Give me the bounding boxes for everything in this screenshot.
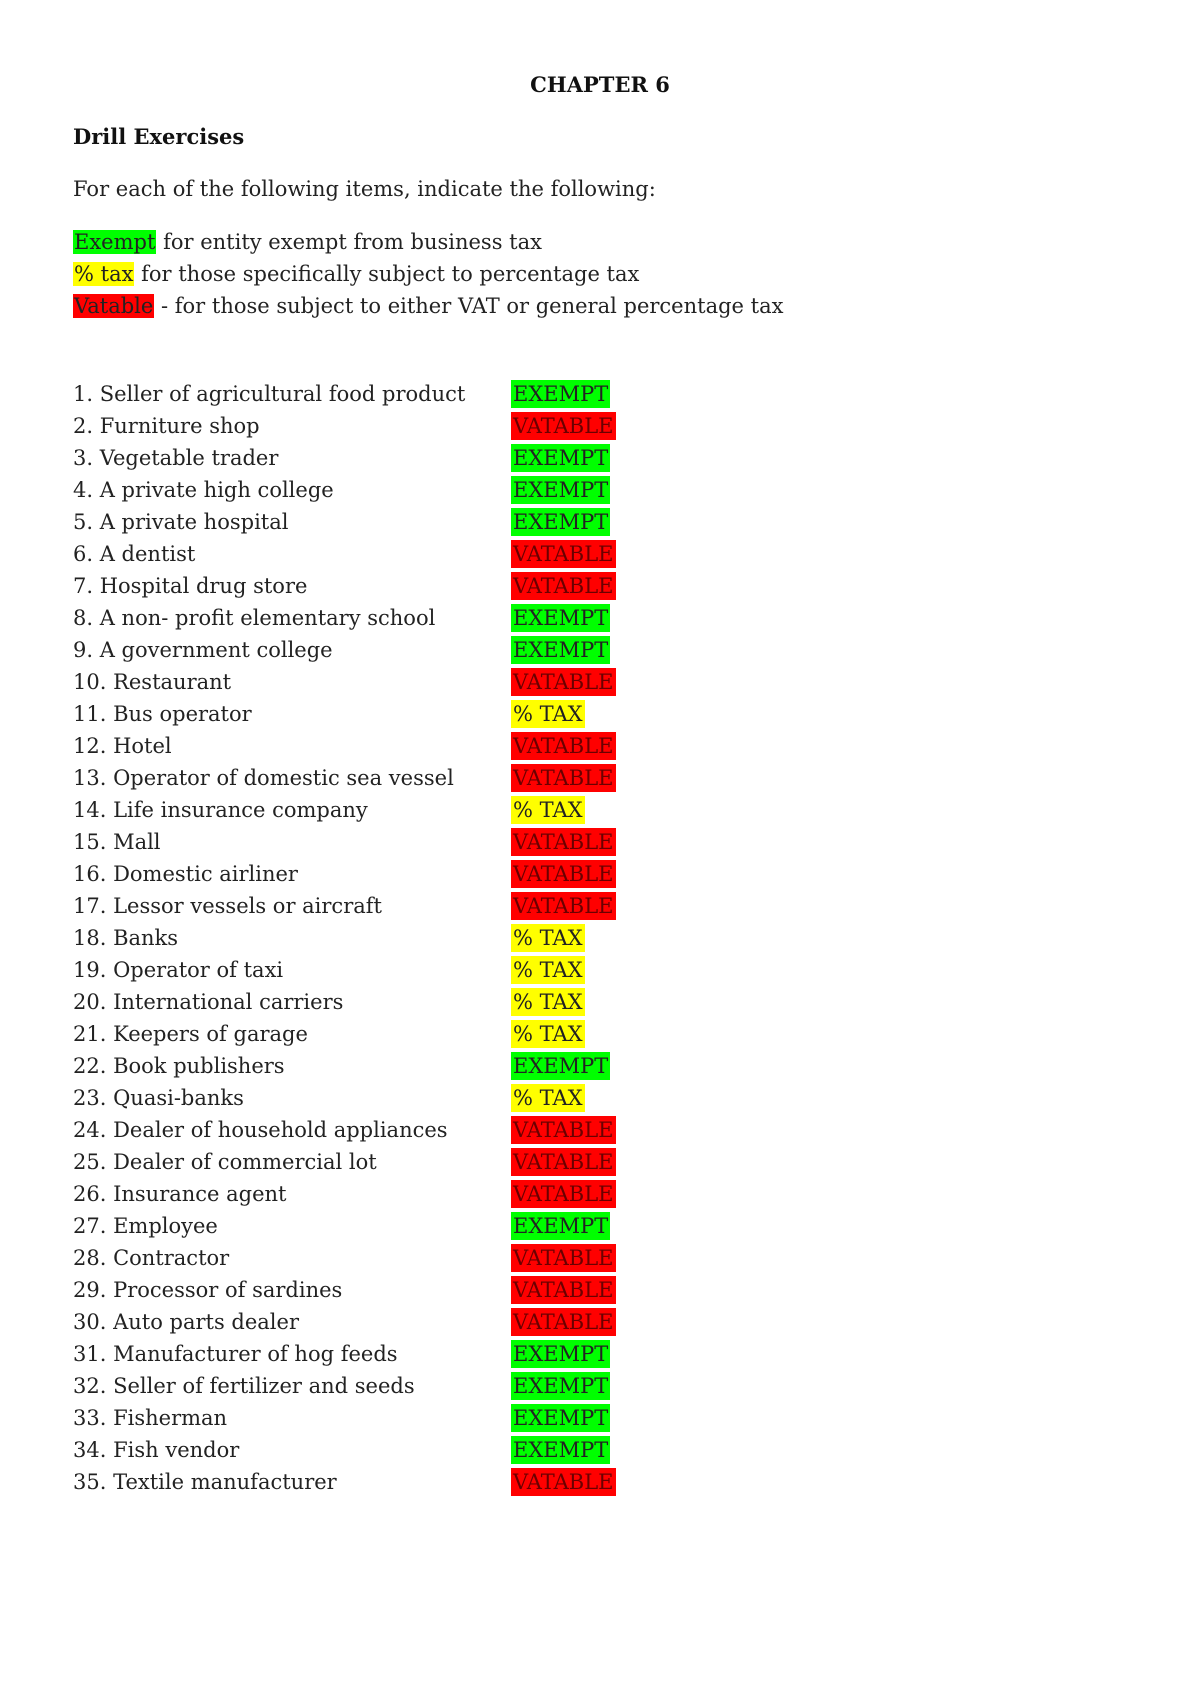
list-item [73, 1370, 673, 1402]
list-item [73, 378, 673, 410]
list-item [73, 826, 673, 858]
item-label: 35. Textile manufacturer [73, 1470, 337, 1494]
legend-tag-vatable: Vatable [74, 294, 154, 318]
legend-tag-exempt: Exempt [74, 230, 156, 254]
item-label: 18. Banks [73, 926, 179, 950]
legend-tag-pct-tax: % tax [74, 262, 134, 286]
answer-badge: EXEMPT [513, 1214, 609, 1238]
answer-badge: VATABLE [513, 830, 614, 854]
answer-badge: VATABLE [513, 1278, 614, 1302]
item-label: 3. Vegetable trader [73, 446, 279, 470]
answer-badge: VATABLE [513, 766, 614, 790]
legend-vatable [73, 294, 783, 318]
item-label: 28. Contractor [73, 1246, 230, 1270]
item-label: 19. Operator of taxi [73, 958, 284, 982]
section-heading: Drill Exercises [73, 124, 245, 149]
item-label: 10. Restaurant [73, 670, 232, 694]
legend-text: for those specifically subject to percentage tax [134, 262, 640, 286]
item-label: 15. Mall [73, 830, 161, 854]
item-label: 29. Processor of sardines [73, 1278, 343, 1302]
legend-percentage-tax [73, 262, 639, 286]
list-item [73, 602, 673, 634]
list-item [73, 634, 673, 666]
answer-badge: EXEMPT [513, 446, 609, 470]
answer-badge: VATABLE [513, 414, 614, 438]
answer-badge: VATABLE [513, 1470, 614, 1494]
page-title: CHAPTER 6 [530, 72, 670, 97]
item-label: 26. Insurance agent [73, 1182, 287, 1206]
answer-badge: VATABLE [513, 1310, 614, 1334]
answer-badge: EXEMPT [513, 1374, 609, 1398]
list-item [73, 1210, 673, 1242]
list-item [73, 858, 673, 890]
answer-badge: % TAX [513, 958, 583, 982]
item-label: 2. Furniture shop [73, 414, 260, 438]
item-label: 5. A private hospital [73, 510, 289, 534]
list-item [73, 922, 673, 954]
instruction-text: For each of the following items, indicate the following: [73, 177, 656, 201]
list-item [73, 1018, 673, 1050]
list-item [73, 570, 673, 602]
item-label: 13. Operator of domestic sea vessel [73, 766, 454, 790]
list-item [73, 442, 673, 474]
item-label: 17. Lessor vessels or aircraft [73, 894, 382, 918]
legend-text: for entity exempt from business tax [156, 230, 542, 254]
answer-badge: % TAX [513, 926, 583, 950]
item-label: 25. Dealer of commercial lot [73, 1150, 377, 1174]
list-item [73, 1114, 673, 1146]
list-item [73, 474, 673, 506]
answer-badge: VATABLE [513, 862, 614, 886]
item-label: 4. A private high college [73, 478, 334, 502]
list-item [73, 762, 673, 794]
list-item [73, 1082, 673, 1114]
list-item [73, 506, 673, 538]
list-item [73, 730, 673, 762]
answer-badge: VATABLE [513, 1246, 614, 1270]
item-label: 9. A government college [73, 638, 333, 662]
item-label: 24. Dealer of household appliances [73, 1118, 448, 1142]
list-item [73, 1434, 673, 1466]
list-item [73, 794, 673, 826]
list-item [73, 1274, 673, 1306]
answer-badge: VATABLE [513, 1182, 614, 1206]
list-item [73, 1402, 673, 1434]
answer-badge: VATABLE [513, 542, 614, 566]
answer-badge: % TAX [513, 1086, 583, 1110]
list-item [73, 890, 673, 922]
legend-exempt [73, 230, 542, 254]
answer-badge: VATABLE [513, 1150, 614, 1174]
answer-badge: % TAX [513, 798, 583, 822]
answer-badge: EXEMPT [513, 1054, 609, 1078]
answer-badge: EXEMPT [513, 382, 609, 406]
item-label: 7. Hospital drug store [73, 574, 308, 598]
answer-badge: EXEMPT [513, 1342, 609, 1366]
item-label: 21. Keepers of garage [73, 1022, 308, 1046]
list-item [73, 410, 673, 442]
answer-badge: VATABLE [513, 894, 614, 918]
item-label: 16. Domestic airliner [73, 862, 298, 886]
item-label: 20. International carriers [73, 990, 344, 1014]
item-label: 11. Bus operator [73, 702, 252, 726]
item-label: 6. A dentist [73, 542, 196, 566]
item-label: 34. Fish vendor [73, 1438, 240, 1462]
item-label: 32. Seller of fertilizer and seeds [73, 1374, 415, 1398]
item-label: 31. Manufacturer of hog feeds [73, 1342, 398, 1366]
item-label: 14. Life insurance company [73, 798, 368, 822]
list-item [73, 698, 673, 730]
item-label: 12. Hotel [73, 734, 172, 758]
answer-badge: VATABLE [513, 670, 614, 694]
list-item [73, 1242, 673, 1274]
item-label: 33. Fisherman [73, 1406, 228, 1430]
list-item [73, 986, 673, 1018]
answer-badge: EXEMPT [513, 606, 609, 630]
item-label: 22. Book publishers [73, 1054, 285, 1078]
list-item [73, 666, 673, 698]
answer-badge: % TAX [513, 1022, 583, 1046]
list-item [73, 1306, 673, 1338]
answer-badge: % TAX [513, 990, 583, 1014]
answer-badge: VATABLE [513, 1118, 614, 1142]
item-label: 1. Seller of agricultural food product [73, 382, 466, 406]
list-item [73, 1178, 673, 1210]
item-label: 23. Quasi-banks [73, 1086, 244, 1110]
answer-badge: EXEMPT [513, 1406, 609, 1430]
item-label: 8. A non- profit elementary school [73, 606, 436, 630]
answer-badge: EXEMPT [513, 478, 609, 502]
list-item [73, 1146, 673, 1178]
legend-text: - for those subject to either VAT or general percentage tax [154, 294, 784, 318]
list-item [73, 1338, 673, 1370]
list-item [73, 954, 673, 986]
answer-badge: % TAX [513, 702, 583, 726]
list-item [73, 1466, 673, 1498]
answer-badge: EXEMPT [513, 510, 609, 534]
answer-badge: VATABLE [513, 574, 614, 598]
answer-badge: EXEMPT [513, 638, 609, 662]
item-label: 30. Auto parts dealer [73, 1310, 299, 1334]
item-label: 27. Employee [73, 1214, 218, 1238]
answer-badge: EXEMPT [513, 1438, 609, 1462]
list-item [73, 1050, 673, 1082]
list-item [73, 538, 673, 570]
exercise-list [73, 378, 673, 1498]
answer-badge: VATABLE [513, 734, 614, 758]
